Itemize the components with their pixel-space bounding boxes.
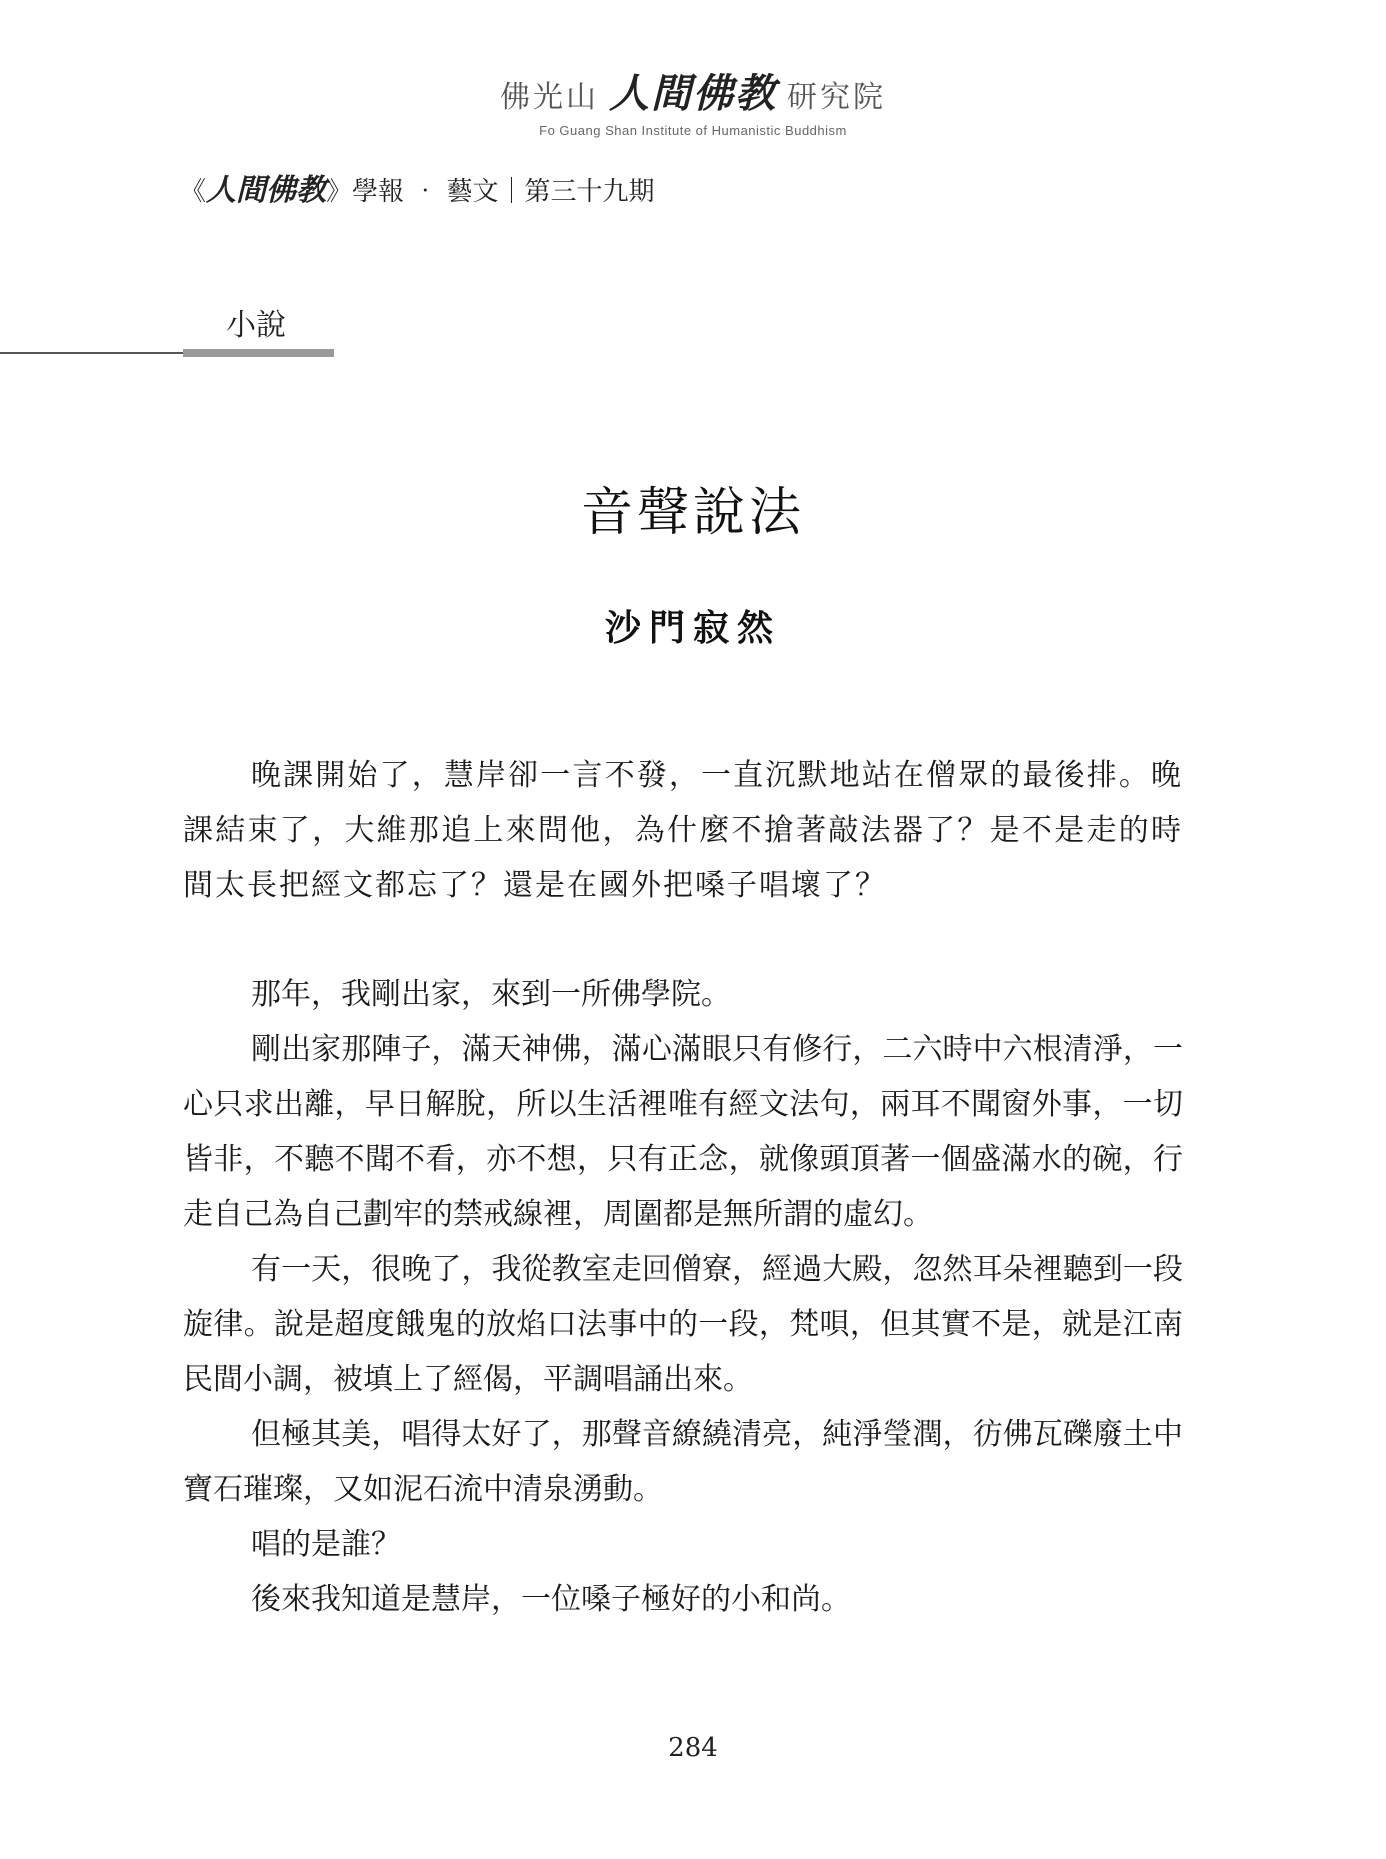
journal-open-bracket: 《: [180, 177, 207, 207]
paragraph: 後來我知道是慧岸，一位嗓子極好的小和尚。: [251, 1582, 851, 1617]
institute-brand-logo: 人間佛教: [609, 70, 777, 117]
institute-suffix: 研究院: [787, 80, 886, 115]
journal-issue-info: 》學報 ‧ 藝文｜第三十九期: [326, 177, 655, 207]
masthead: [0, 62, 1386, 138]
intro-block: [183, 748, 1183, 913]
section-divider-accent: [183, 349, 334, 357]
article-author: 沙門寂然: [604, 607, 781, 649]
story-block: [183, 967, 1183, 1627]
institute-english-name: Fo Guang Shan Institute of Humanistic Buddhism: [539, 123, 847, 138]
intro-paragraph: 晚課開始了，慧岸卻一言不發，一直沉默地站在僧眾的最後排。晚課結束了，大維那追上來問他，為什麼不搶著敲法器了？是不是走的時間太長把經文都忘了？還是在國外把嗓子唱壞了？: [183, 758, 1183, 903]
institute-prefix: 佛光山: [500, 80, 599, 115]
institute-name: [0, 62, 1386, 119]
journal-header: [180, 165, 655, 209]
journal-brand: 人間佛教: [206, 173, 327, 208]
paragraph: 唱的是誰？: [251, 1527, 401, 1562]
paragraph: 那年，我剛出家，來到一所佛學院。: [251, 977, 731, 1012]
paragraph: 有一天，很晚了，我從教室走回僧寮，經過大殿，忽然耳朵裡聽到一段旋律。說是超度餓鬼的放焰口法事中的一段，梵唄，但其實不是，就是江南民間小調，被填上了經偈，平調唱誦出來。: [183, 1252, 1183, 1397]
page-number: 284: [668, 1733, 718, 1763]
article-title: 音聲說法: [580, 483, 805, 543]
paragraph: 但極其美，唱得太好了，那聲音繚繞清亮，純淨瑩潤，彷佛瓦礫廢土中寶石璀璨，又如泥石流中清泉湧動。: [183, 1417, 1183, 1507]
section-label: 小說: [226, 308, 286, 343]
paragraph: 剛出家那陣子，滿天神佛，滿心滿眼只有修行，二六時中六根清淨，一心只求出離，早日解脫，所以生活裡唯有經文法句，兩耳不聞窗外事，一切皆非，不聽不聞不看，亦不想，只有正念，就像頭頂著一個盛滿水的碗，行走自己為自己劃牢的禁戒線裡，周圍都是無所謂的虛幻。: [183, 1032, 1183, 1232]
